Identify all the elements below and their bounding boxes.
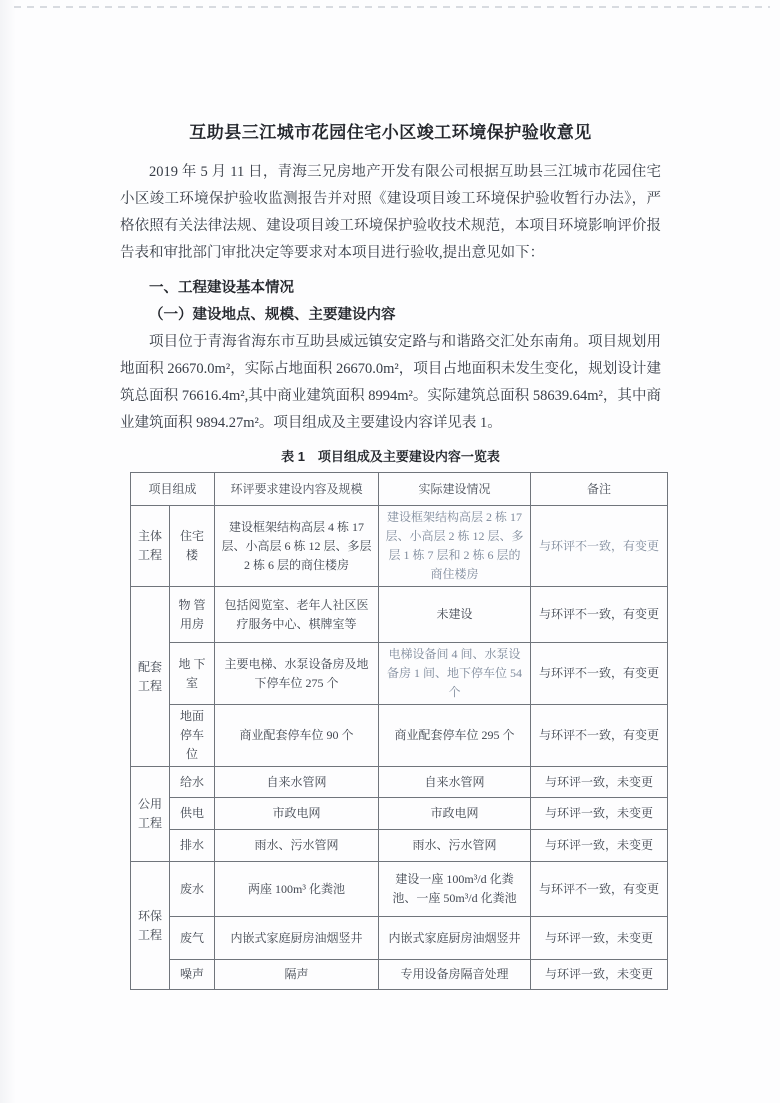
- table-row-exhaust-gas: [131, 917, 668, 960]
- item-cell-power-supply: 供电: [170, 798, 215, 830]
- item-cell-residential-building: 住宅楼: [170, 506, 215, 587]
- actual-cell-wastewater: 建设一座 100m³/d 化粪池、一座 50m³/d 化粪池: [379, 862, 531, 917]
- item-cell-property-room: 物 管用房: [170, 587, 215, 643]
- actual-cell-power-supply: 市政电网: [379, 798, 531, 830]
- req-cell-property-room: 包括阅览室、老年人社区医疗服务中心、棋牌室等: [215, 587, 379, 643]
- table-header-row: [131, 473, 668, 506]
- section-heading-construction-overview: 一、工程建设基本情况: [149, 280, 294, 296]
- group-cell-supporting-works: 配套工程: [131, 587, 170, 767]
- note-cell-basement: 与环评不一致，有变更: [531, 643, 668, 705]
- table-row-property-room: [131, 587, 668, 643]
- header-cell-remarks: 备注: [531, 473, 668, 506]
- req-cell-drainage: 雨水、污水管网: [215, 830, 379, 862]
- note-cell-water-supply: 与环评一致，未变更: [531, 767, 668, 798]
- req-cell-basement: 主要电梯、水泵设备房及地下停车位 275 个: [215, 643, 379, 705]
- intro-paragraph: 2019 年 5 月 11 日，青海三兄房地产开发有限公司根据互助县三江城市花园住宅小区竣工环境保护验收监测报告并对照《建设项目竣工环境保护验收暂行办法》，严格依照有关法律法规、建设项目竣工环境保护验收技术规范，本项目环境影响评价报告表和审批部门审批决定等要求对本项目进行验收,提出意见如下：: [120, 164, 661, 261]
- actual-cell-noise: 专用设备房隔音处理: [379, 960, 531, 990]
- header-cell-actual-construction: 实际建设情况: [379, 473, 531, 506]
- actual-cell-basement: 电梯设备间 4 间、水泵设备房 1 间、地下停车位 54 个: [379, 643, 531, 705]
- item-cell-drainage: 排水: [170, 830, 215, 862]
- actual-cell-surface-parking: 商业配套停车位 295 个: [379, 705, 531, 767]
- note-cell-residential: 与环评不一致，有变更: [531, 506, 668, 587]
- subsection-heading-location-scale: （一）建设地点、规模、主要建设内容: [149, 307, 396, 323]
- project-composition-table: [130, 472, 668, 990]
- note-cell-property-room: 与环评不一致，有变更: [531, 587, 668, 643]
- note-cell-exhaust-gas: 与环评一致，未变更: [531, 917, 668, 960]
- note-cell-surface-parking: 与环评不一致，有变更: [531, 705, 668, 767]
- req-cell-surface-parking: 商业配套停车位 90 个: [215, 705, 379, 767]
- note-cell-noise: 与环评一致，未变更: [531, 960, 668, 990]
- actual-cell-property-room: 未建设: [379, 587, 531, 643]
- req-cell-wastewater: 两座 100m³ 化粪池: [215, 862, 379, 917]
- req-cell-exhaust-gas: 内嵌式家庭厨房油烟竖井: [215, 917, 379, 960]
- location-paragraph: 项目位于青海省海东市互助县威远镇安定路与和谐路交汇处东南角。项目规划用地面积 26670.0m²，实际占地面积 26670.0m²，项目占地面积未发生变化，规划设计建筑总面积 76616.4m²,其中商业建筑面积 8994m²。实际建筑总面积 58639.64m²，其中商业建筑面积 9894.27m²。项目组成及主要建设内容详见表 1。: [120, 334, 661, 431]
- note-cell-drainage: 与环评一致，未变更: [531, 830, 668, 862]
- actual-cell-exhaust-gas: 内嵌式家庭厨房油烟竖井: [379, 917, 531, 960]
- note-cell-wastewater: 与环评不一致，有变更: [531, 862, 668, 917]
- item-cell-exhaust-gas: 废气: [170, 917, 215, 960]
- scan-edge-shadow: [0, 0, 16, 1103]
- item-cell-wastewater: 废水: [170, 862, 215, 917]
- table-row-surface-parking: [131, 705, 668, 767]
- table-row-residential: [131, 506, 668, 587]
- document-content: [120, 118, 661, 990]
- scan-artifact-line: [14, 6, 770, 8]
- req-cell-power-supply: 市政电网: [215, 798, 379, 830]
- table-caption: 表 1 项目组成及主要建设内容一览表: [281, 449, 500, 464]
- group-cell-environmental-works: 环保工程: [131, 862, 170, 990]
- actual-cell-drainage: 雨水、污水管网: [379, 830, 531, 862]
- table-row-wastewater: [131, 862, 668, 917]
- table-row-power-supply: [131, 798, 668, 830]
- item-cell-surface-parking: 地面停车位: [170, 705, 215, 767]
- item-cell-noise: 噪声: [170, 960, 215, 990]
- item-cell-water-supply: 给水: [170, 767, 215, 798]
- actual-cell-water-supply: 自来水管网: [379, 767, 531, 798]
- table-row-basement: [131, 643, 668, 705]
- item-cell-basement: 地 下室: [170, 643, 215, 705]
- req-cell-noise: 隔声: [215, 960, 379, 990]
- req-cell-water-supply: 自来水管网: [215, 767, 379, 798]
- header-cell-project-composition: 项目组成: [131, 473, 215, 506]
- note-cell-power-supply: 与环评一致，未变更: [531, 798, 668, 830]
- actual-cell-residential: 建设框架结构高层 2 栋 17 层、小高层 2 栋 12 层、多层 1 栋 7 层和 2 栋 6 层的商住楼房: [379, 506, 531, 587]
- document-title: 互助县三江城市花园住宅小区竣工环境保护验收意见: [189, 123, 592, 142]
- req-cell-residential: 建设框架结构高层 4 栋 17 层、小高层 6 栋 12 层、多层 2 栋 6 层的商住楼房: [215, 506, 379, 587]
- table-row-drainage: [131, 830, 668, 862]
- table-row-noise: [131, 960, 668, 990]
- group-cell-main-works: 主体工程: [131, 506, 170, 587]
- table-row-water-supply: [131, 767, 668, 798]
- group-cell-public-works: 公用工程: [131, 767, 170, 862]
- header-cell-eia-requirements: 环评要求建设内容及规模: [215, 473, 379, 506]
